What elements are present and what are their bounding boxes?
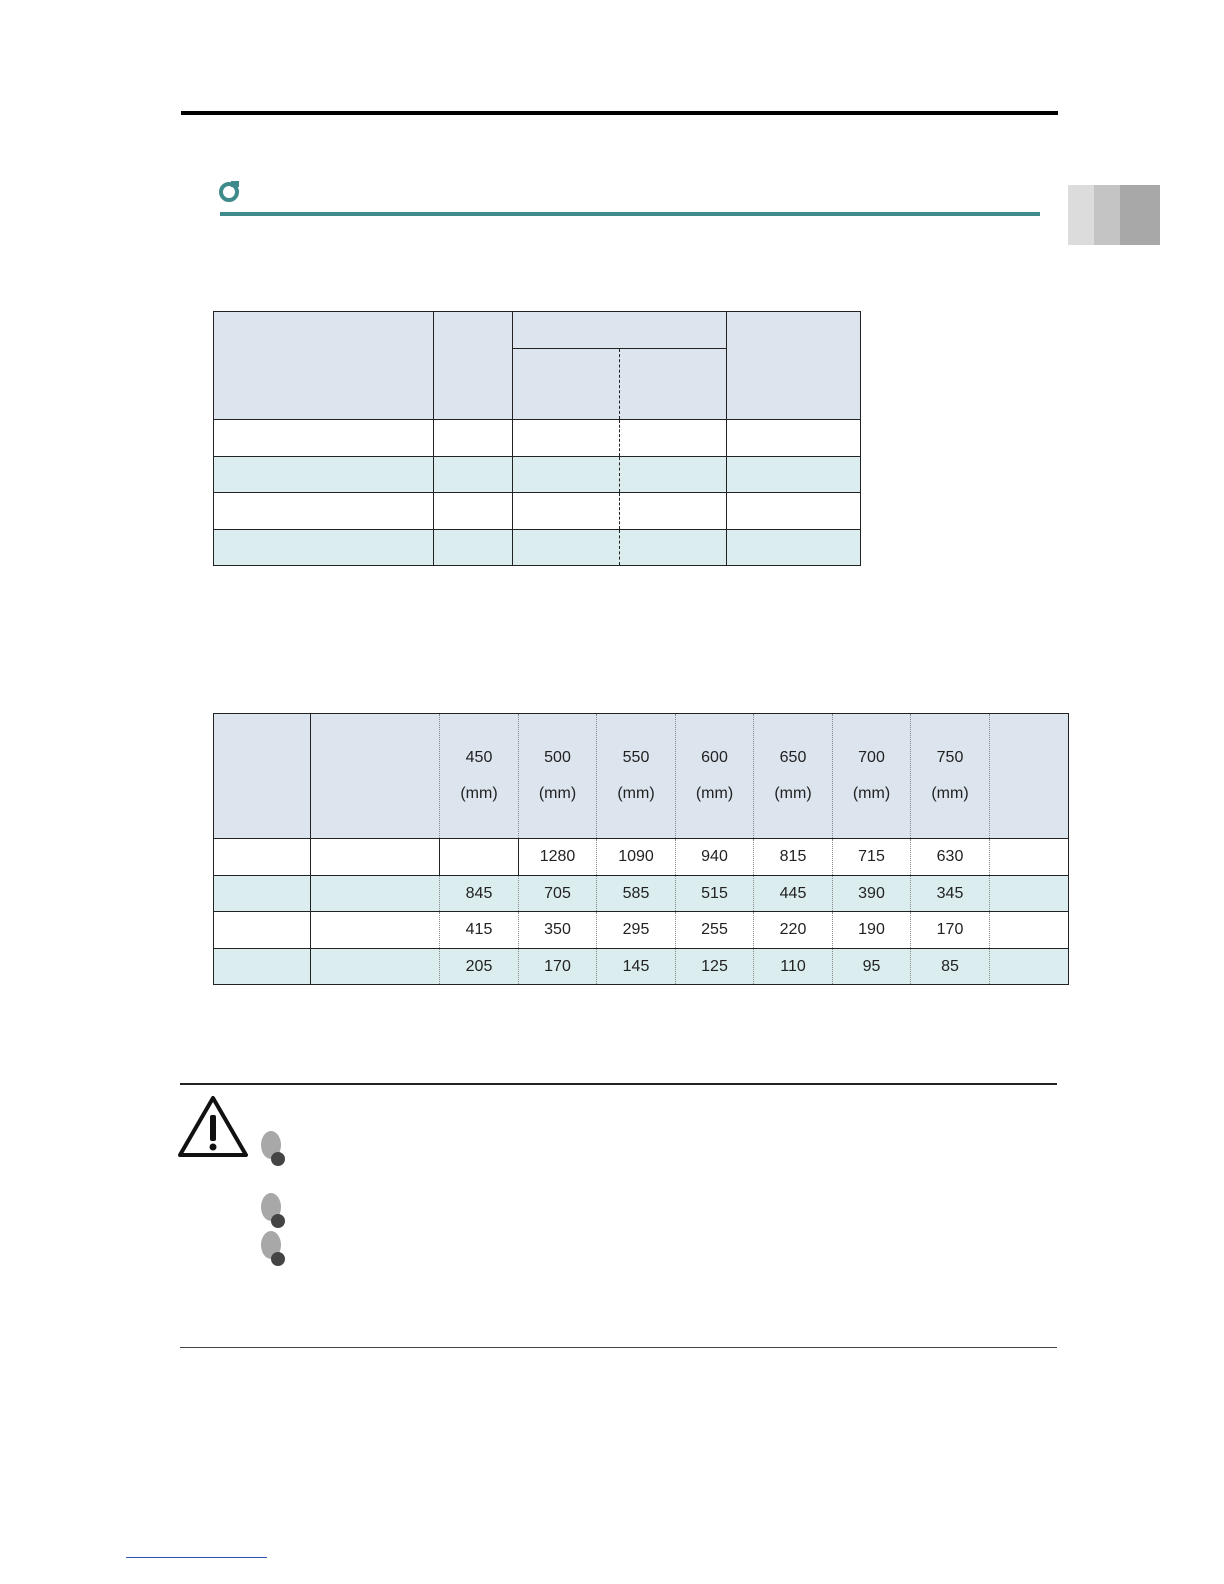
column-value: 550: [622, 749, 650, 766]
load-table: [213, 713, 1069, 985]
table-row: [214, 530, 861, 566]
header-rule: [181, 111, 1058, 115]
header-cell: [434, 312, 513, 420]
header-cell: [513, 349, 620, 420]
table-cell: 220: [754, 912, 833, 949]
table-cell: 170: [911, 912, 990, 949]
column-header: [911, 714, 990, 839]
table-row: [214, 493, 861, 530]
column-header: [597, 714, 676, 839]
table-row: [214, 420, 861, 457]
table-cell: 515: [676, 876, 754, 912]
table-cell: 940: [676, 839, 754, 876]
column-unit: (mm): [774, 785, 812, 802]
column-header: [833, 714, 911, 839]
header-cell: [214, 312, 434, 420]
table-cell: 1090: [597, 839, 676, 876]
table-header-row: [214, 714, 1069, 839]
specification-table: [213, 311, 861, 566]
warning-rule-bottom: [180, 1347, 1057, 1348]
table-cell: 125: [676, 949, 754, 985]
table-cell: 415: [440, 912, 519, 949]
column-value: 500: [544, 749, 571, 766]
column-unit: (mm): [538, 785, 577, 802]
table-cell: 255: [676, 912, 754, 949]
table-cell: 390: [833, 876, 911, 912]
column-header: [440, 714, 519, 839]
footer-link-underline[interactable]: [126, 1557, 267, 1558]
table-cell: 845: [440, 876, 519, 912]
column-unit: (mm): [695, 785, 734, 802]
table-cell: 350: [519, 912, 597, 949]
header-cell: [727, 312, 861, 420]
table-row: [214, 949, 1069, 985]
table-cell: 205: [440, 949, 519, 985]
table-cell: 95: [833, 949, 911, 985]
table-row: [214, 876, 1069, 912]
footprint-bullet-icon: [258, 1229, 288, 1269]
table-row: [214, 457, 861, 493]
table-cell: 815: [754, 839, 833, 876]
header-cell: [513, 312, 727, 349]
column-unit: (mm): [460, 785, 498, 802]
header-cell: [214, 714, 311, 839]
table-cell: 705: [519, 876, 597, 912]
column-header: [754, 714, 833, 839]
table-header-row: [214, 312, 861, 349]
table-row: [214, 839, 1069, 876]
section-rule: [220, 212, 1040, 216]
table-cell: 715: [833, 839, 911, 876]
chapter-tab: [1068, 185, 1160, 245]
table-cell: 110: [754, 949, 833, 985]
table-cell: 190: [833, 912, 911, 949]
column-value: 750: [936, 749, 964, 766]
column-header: [519, 714, 597, 839]
column-value: 700: [858, 749, 885, 766]
table-row: [214, 912, 1069, 949]
column-unit: (mm): [852, 785, 891, 802]
column-unit: (mm): [617, 785, 655, 802]
footprint-bullet-icon: [258, 1129, 288, 1169]
table-cell: 1280: [519, 839, 597, 876]
header-cell: [990, 714, 1069, 839]
table-cell: 295: [597, 912, 676, 949]
header-cell: [620, 349, 727, 420]
column-header: [676, 714, 754, 839]
table-cell: 630: [911, 839, 990, 876]
table-cell: 445: [754, 876, 833, 912]
column-value: 600: [701, 749, 728, 766]
table-cell: 145: [597, 949, 676, 985]
warning-rule-top: [180, 1083, 1057, 1085]
warning-triangle-icon: [177, 1094, 249, 1158]
table-cell: 170: [519, 949, 597, 985]
column-unit: (mm): [931, 785, 969, 802]
table-cell: 585: [597, 876, 676, 912]
column-value: 450: [465, 749, 493, 766]
footprint-bullet-icon: [258, 1191, 288, 1231]
table-cell: [440, 839, 519, 876]
header-cell: [311, 714, 440, 839]
column-value: 650: [779, 749, 807, 766]
circle-section-icon: [218, 180, 240, 202]
table-cell: 85: [911, 949, 990, 985]
table-cell: 345: [911, 876, 990, 912]
